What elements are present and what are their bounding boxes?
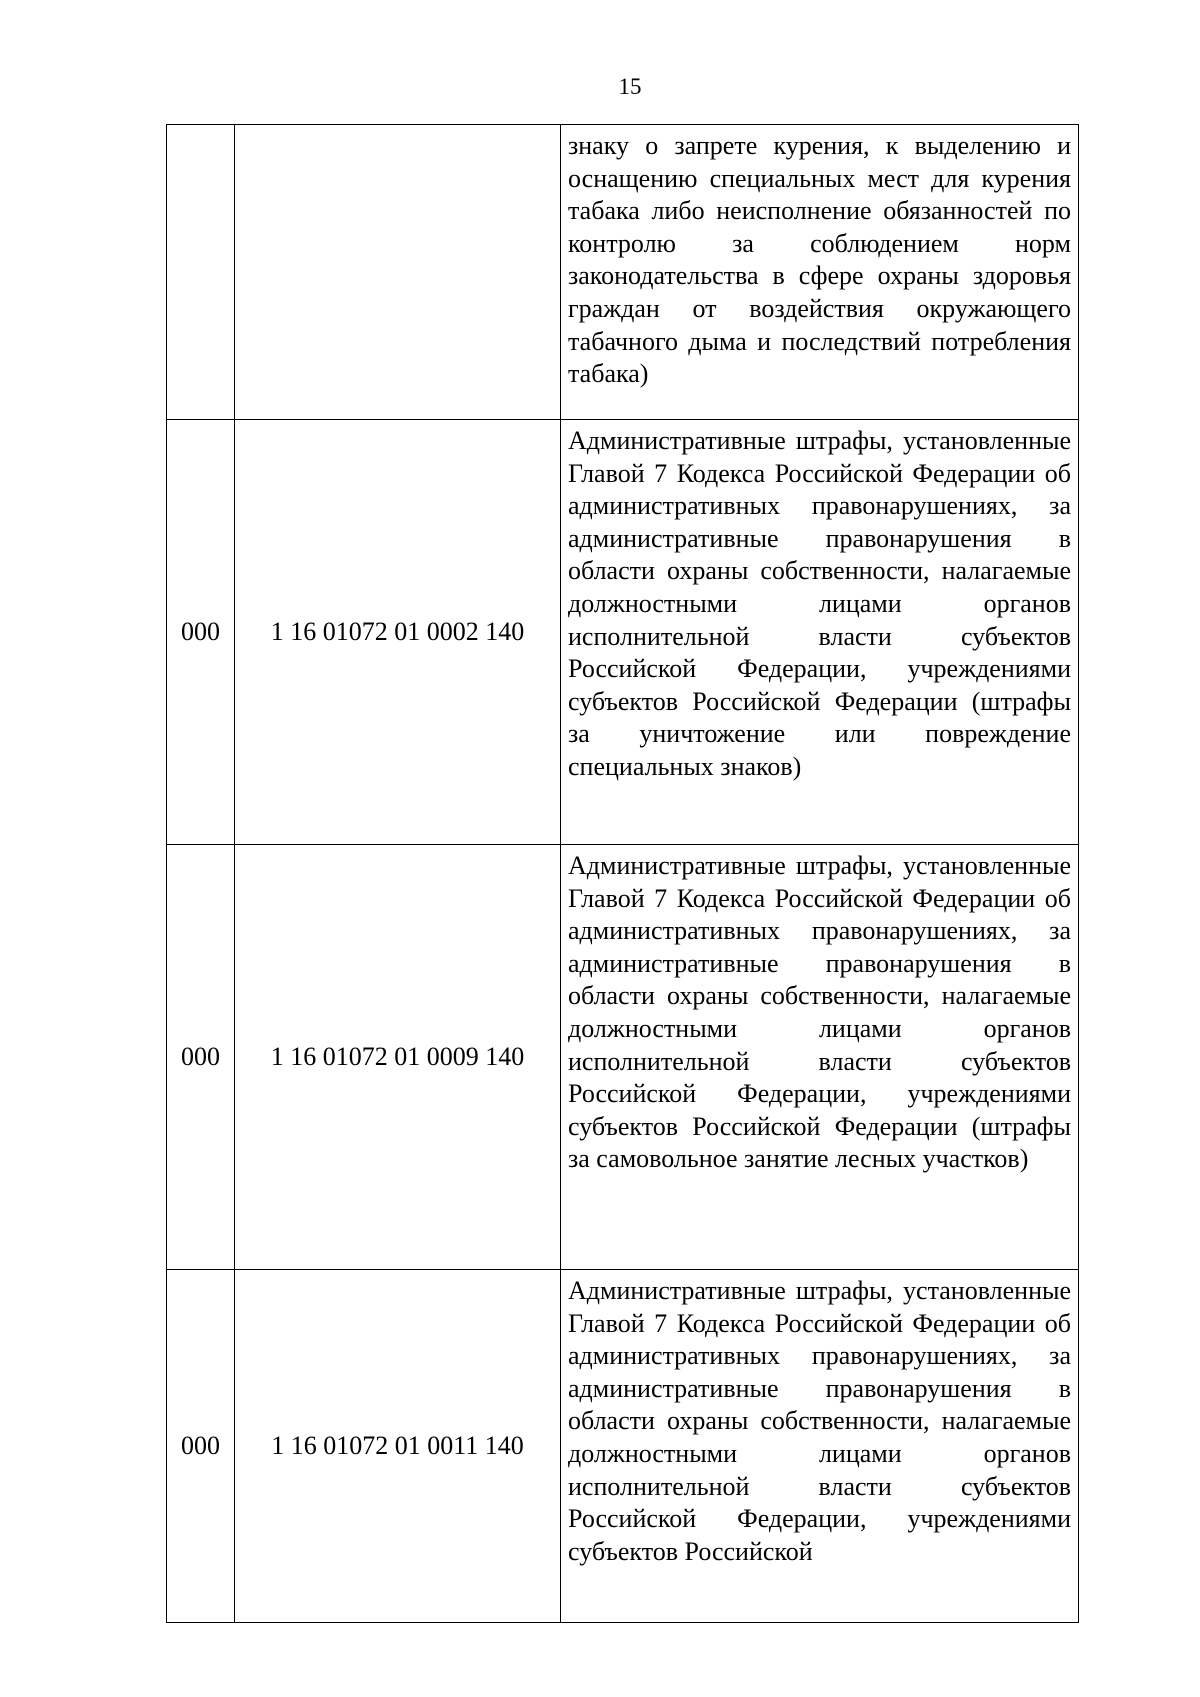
admin-code-cell: 000 — [167, 845, 235, 1270]
kbk-code-cell: 1 16 01072 01 0002 140 — [235, 420, 561, 845]
page-number: 15 — [618, 74, 642, 99]
admin-code-cell — [167, 125, 235, 420]
description-text: Административные штрафы, установленные Главой 7 Кодекса Российской Федерации об административных правонарушениях, за административные правонарушения в области охраны собственности, налагаемые должностными лицами органов исполнительной власти субъектов Российской Федерации, учреждениями субъектов Российской — [568, 1276, 1071, 1566]
admin-code-cell: 000 — [167, 1270, 235, 1623]
kbk-code-cell: 1 16 01072 01 0011 140 — [235, 1270, 561, 1623]
kbk-code-cell — [235, 125, 561, 420]
table-row — [167, 1270, 1079, 1623]
description-cell: Административные штрафы, установленные Главой 7 Кодекса Российской Федерации об административных правонарушениях, за административные правонарушения в области охраны собственности, налагаемые должностными лицами органов исполнительной власти субъектов Российской Федерации, учреждениями субъектов Российской Федерации (штрафы за самовольное занятие лесных участков) — [561, 845, 1079, 1270]
kbk-code-cell: 1 16 01072 01 0009 140 — [235, 845, 561, 1270]
table-row — [167, 845, 1079, 1270]
description-cell — [561, 1270, 1079, 1623]
table-row — [167, 125, 1079, 420]
budget-codes-table — [166, 124, 1079, 1623]
admin-code-cell: 000 — [167, 420, 235, 845]
table-row — [167, 420, 1079, 845]
description-cell: Административные штрафы, установленные Главой 7 Кодекса Российской Федерации об административных правонарушениях, за административные правонарушения в области охраны собственности, налагаемые должностными лицами органов исполнительной власти субъектов Российской Федерации, учреждениями субъектов Российской Федерации (штрафы за уничтожение или повреждение специальных знаков) — [561, 420, 1079, 845]
description-cell: знаку о запрете курения, к выделению и оснащению специальных мест для курения табака либо неисполнение обязанностей по контролю за соблюдением норм законодательства в сфере охраны здоровья граждан от воздействия окружающего табачного дыма и последствий потребления табака) — [561, 125, 1079, 420]
